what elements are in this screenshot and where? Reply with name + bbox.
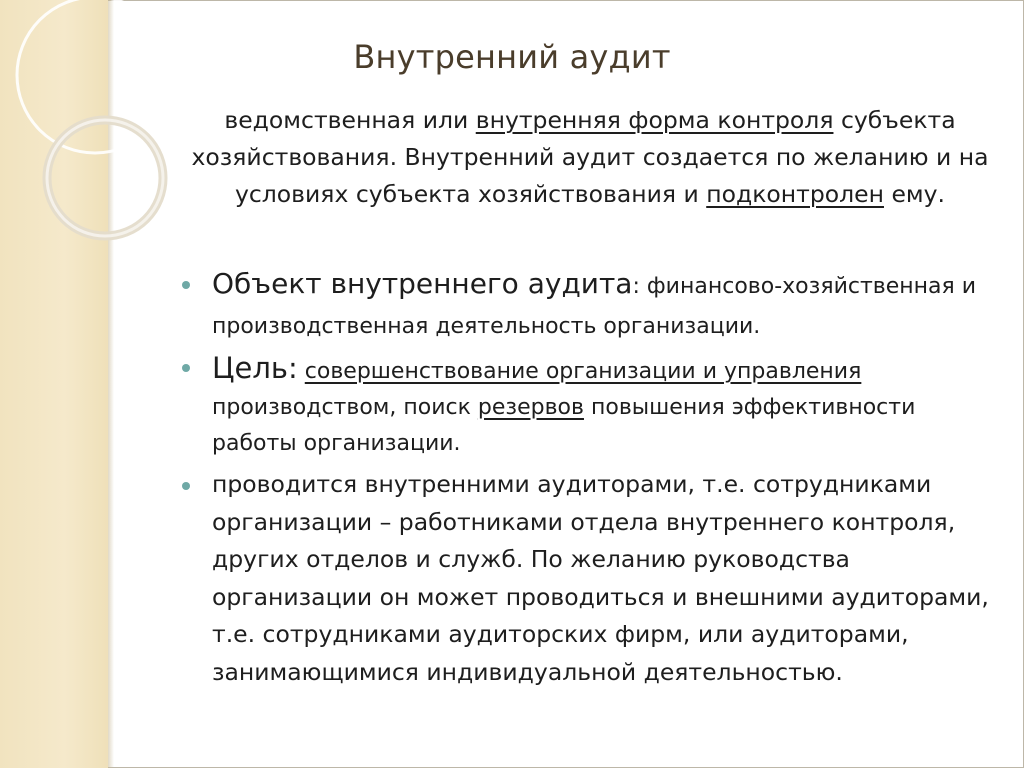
bullet-object-text: : финансово-хозяйственная и производственная деятельность организации. — [212, 274, 977, 339]
bullet-dot-icon — [182, 482, 190, 490]
bullet-goal-link-reserves[interactable]: резервов — [477, 395, 584, 420]
bullet-object-lead: Объект внутреннего аудита — [212, 267, 633, 300]
intro-definition — [190, 102, 990, 213]
decorative-ring-large — [17, 0, 173, 153]
bullet-goal-text-1: производством, поиск — [212, 395, 478, 420]
decorative-ring-small-inner — [47, 120, 163, 236]
bullet-dot-icon — [182, 364, 190, 372]
bullet-conducted-text: проводится внутренними аудиторами, т.е. сотрудниками организации – работниками отдела внутреннего контроля, других отделов и служб. По желанию руководства организации он может проводиться и внешними аудиторами, т.е. сотрудниками аудиторских фирм, или аудиторами, занимающимися индивидуальной деятельностью. — [212, 470, 989, 686]
intro-link-internal-control[interactable]: внутренняя форма контроля — [475, 106, 834, 134]
bullet-goal — [212, 350, 1002, 462]
intro-text-3: ему. — [883, 180, 946, 208]
bullet-conducted-by — [212, 466, 1002, 691]
intro-link-controlled[interactable]: подконтролен — [706, 180, 884, 208]
bullet-dot-icon — [182, 281, 190, 289]
intro-text-1: ведомственная или — [224, 106, 476, 134]
bullet-goal-text-2: повышения эффективности работы организации. — [212, 395, 916, 456]
bullet-goal-lead: Цель: — [212, 351, 298, 385]
bullet-goal-link-improvement[interactable]: совершенствование организации и управления — [304, 359, 862, 384]
bullet-goal-space — [298, 359, 305, 384]
bullet-object — [212, 264, 1002, 347]
intro-text-2: субъекта хозяйствования. Внутренний аудит создается по желанию и на условиях субъекта хозяйствования и — [191, 106, 989, 208]
slide-title: Внутренний аудит — [353, 38, 671, 76]
